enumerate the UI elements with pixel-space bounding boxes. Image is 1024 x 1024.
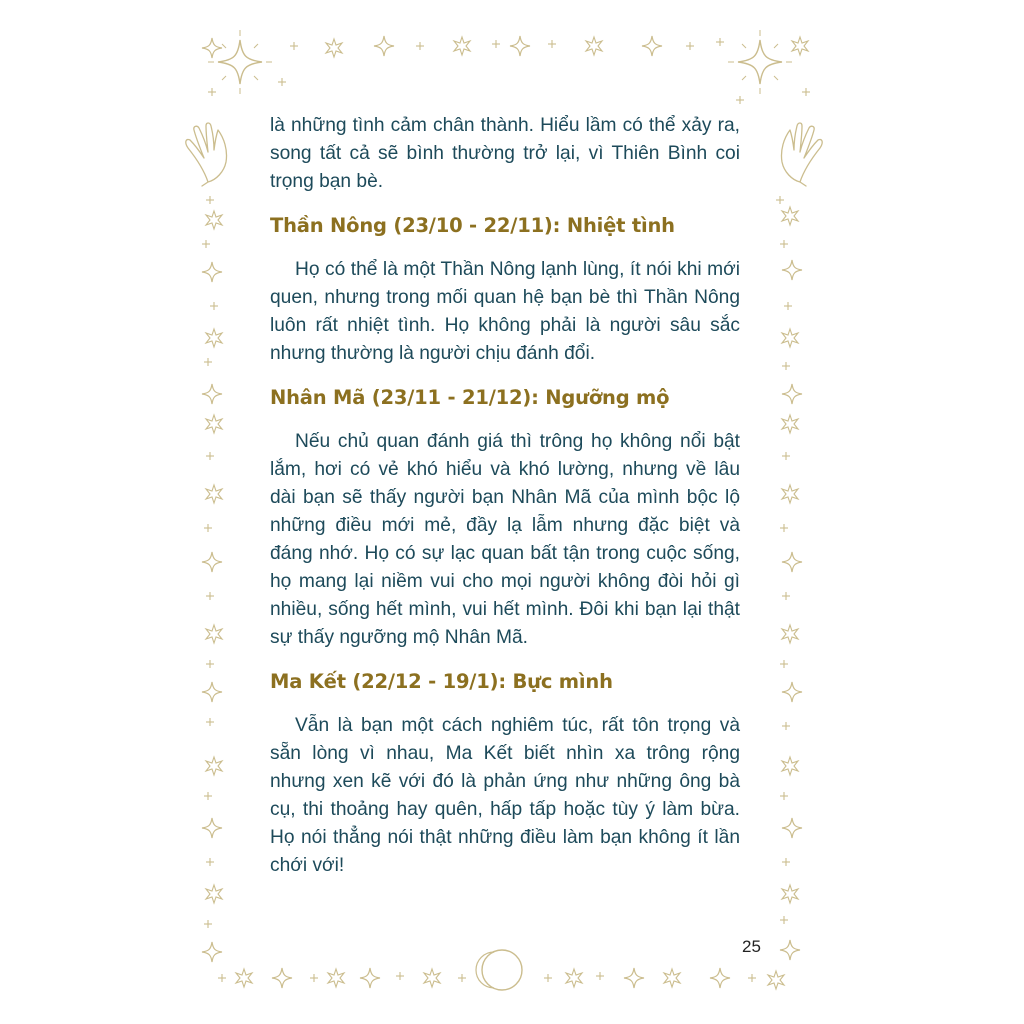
section-body-ma-ket: Vẫn là bạn một cách nghiêm túc, rất tôn trọng và sẵn lòng vì nhau, Ma Kết biết nhìn xa trông rộng nhưng xen kẽ với đó là phản ứng như những ông bà cụ, thi thoảng hay quên, hấp tấp hoặc tùy ý làm bừa. Họ nói thẳng nói thật những điều làm bạn không ít lần chới với! (270, 715, 740, 876)
page-content (270, 112, 740, 880)
section-heading-nhan-ma: Nhân Mã (23/11 - 21/12): Ngưỡng mộ (270, 386, 670, 409)
section-body-nhan-ma: Nếu chủ quan đánh giá thì trông họ không nổi bật lắm, hơi có vẻ khó hiểu và khó lường, nhưng về lâu dài bạn sẽ thấy người bạn Nhân Mã của mình bộc lộ những điều mới mẻ, đầy lạ lẫm nhưng đặc biệt và đáng nhớ. Họ có sự lạc quan bất tận trong cuộc sống, họ mang lại niềm vui cho mọi người không đòi hỏi gì nhiều, sống hết mình, vui hết mình. Đôi khi bạn lại thật sự thấy ngưỡng mộ Nhân Mã. (270, 431, 740, 648)
page-number: 25 (742, 937, 761, 956)
section-heading-than-nong: Thần Nông (23/10 - 22/11): Nhiệt tình (270, 214, 675, 237)
section-heading-ma-ket: Ma Kết (22/12 - 19/1): Bực mình (270, 670, 613, 693)
intro-paragraph: là những tình cảm chân thành. Hiểu lầm có thể xảy ra, song tất cả sẽ bình thường trở lại, vì Thiên Bình coi trọng bạn bè. (270, 115, 740, 192)
section-body-than-nong: Họ có thể là một Thần Nông lạnh lùng, ít nói khi mới quen, nhưng trong mối quan hệ bạn bè thì Thần Nông luôn rất nhiệt tình. Họ không phải là người sâu sắc nhưng thường là người chịu đánh đổi. (270, 259, 740, 364)
